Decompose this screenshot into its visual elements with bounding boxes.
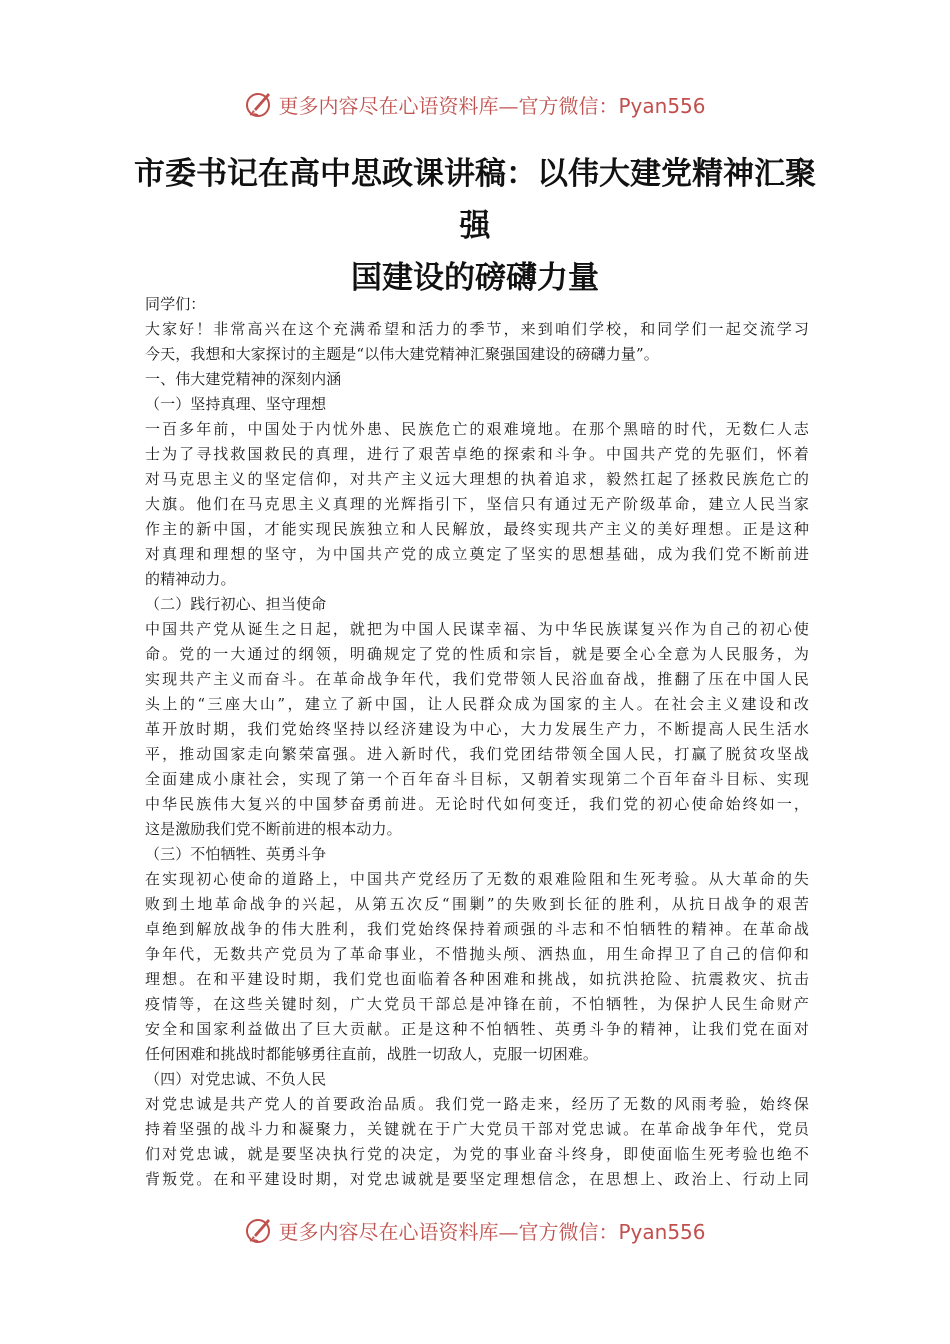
body-line: 对真理和理想的坚守，为中国共产党的成立奠定了坚实的思想基础，成为我们党不断前进 (145, 545, 809, 563)
body-line: 对马克思主义的坚定信仰，对共产主义远大理想的执着追求，毅然扛起了拯救民族危亡的 (145, 470, 809, 488)
body-line: 争年代，无数共产党员为了革命事业，不惜抛头颅、洒热血，用生命捍卫了自己的信仰和 (145, 945, 809, 963)
title-line: 市委书记在高中思政课讲稿：以伟大建党精神汇聚强 (134, 156, 816, 244)
wechat-id: Pyan556 (618, 1219, 706, 1244)
body-line: 们对党忠诚，就是要坚决执行党的决定，为党的事业奋斗终身，即使面临生死考验也绝不 (145, 1145, 809, 1163)
body-line: 头上的“三座大山”，建立了新中国，让人民群众成为国家的主人。在社会主义建设和改 (145, 695, 809, 713)
body-line: 平，推动国家走向繁荣富强。进入新时代，我们党团结带领全国人民，打赢了脱贫攻坚战 (145, 745, 809, 763)
body-line: （二）践行初心、担当使命 (145, 595, 327, 613)
body-line: 疫情等，在这些关键时刻，广大党员干部总是冲锋在前，不怕牺牲，为保护人民生命财产 (145, 995, 809, 1013)
wechat-id: Pyan556 (618, 93, 706, 118)
body-line: 实现共产主义而奋斗。在革命战争年代，我们党带领人民浴血奋战，推翻了压在中国人民 (145, 670, 809, 688)
body-line: 革开放时期，我们党始终坚持以经济建设为中心，大力发展生产力，不断提高人民生活水 (145, 720, 809, 738)
body-line: 背叛党。在和平建设时期，对党忠诚就是要坚定理想信念，在思想上、政治上、行动上同 (145, 1170, 809, 1188)
body-line: 理想。在和平建设时期，我们党也面临着各种困难和挑战，如抗洪抢险、抗震救灾、抗击 (145, 970, 809, 988)
document-title (120, 148, 830, 304)
body-line: （一）坚持真理、坚守理想 (145, 395, 327, 413)
header-banner (0, 84, 950, 124)
document-body (145, 292, 809, 1192)
quill-pen-logo-icon (244, 1215, 274, 1245)
body-line: 中国共产党从诞生之日起，就把为中国人民谋幸福、为中华民族谋复兴作为自己的初心使 (145, 620, 809, 638)
body-line: 卓绝到解放战争的伟大胜利，我们党始终保持着顽强的斗志和不怕牺牲的精神。在革命战 (145, 920, 809, 938)
body-line: 持着坚强的战斗力和凝聚力，关键就在于广大党员干部对党忠诚。在革命战争年代，党员 (145, 1120, 809, 1138)
body-line: 这是激励我们党不断前进的根本动力。 (145, 820, 402, 838)
body-line: 一百多年前，中国处于内忧外患、民族危亡的艰难境地。在那个黑暗的时代，无数仁人志 (145, 420, 809, 438)
body-line: 大家好！非常高兴在这个充满希望和活力的季节，来到咱们学校，和同学们一起交流学习 (145, 320, 809, 338)
body-line: 作主的新中国，才能实现民族独立和人民解放，最终实现共产主义的美好理想。正是这种 (145, 520, 809, 538)
title-line: 国建设的磅礴力量 (351, 260, 599, 296)
body-line: 中华民族伟大复兴的中国梦奋勇前进。无论时代如何变迁，我们党的初心使命始终如一， (145, 795, 809, 813)
body-line: 今天，我想和大家探讨的主题是“以伟大建党精神汇聚强国建设的磅礴力量”。 (145, 345, 659, 363)
body-line: 败到土地革命战争的兴起，从第五次反“围剿”的失败到长征的胜利，从抗日战争的艰苦 (145, 895, 809, 913)
footer-banner (0, 1210, 950, 1250)
body-line: 士为了寻找救国救民的真理，进行了艰苦卓绝的探索和斗争。中国共产党的先驱们，怀着 (145, 445, 809, 463)
body-line: 任何困难和挑战时都能够勇往直前，战胜一切敌人，克服一切困难。 (145, 1045, 599, 1063)
body-line: （三）不怕牺牲、英勇斗争 (145, 845, 327, 863)
body-line: 在实现初心使命的道路上，中国共产党经历了无数的艰难险阻和生死考验。从大革命的失 (145, 870, 809, 888)
body-line: 对党忠诚是共产党人的首要政治品质。我们党一路走来，经历了无数的风雨考验，始终保 (145, 1095, 809, 1113)
body-line: 命。党的一大通过的纲领，明确规定了党的性质和宗旨，就是要全心全意为人民服务，为 (145, 645, 809, 663)
body-line: 的精神动力。 (145, 570, 236, 588)
body-line: 一、伟大建党精神的深刻内涵 (145, 370, 342, 388)
banner-text: 更多内容尽在心语资料库—官方微信：Pyan556 (278, 93, 706, 118)
body-line: 大旗。他们在马克思主义真理的光辉指引下，坚信只有通过无产阶级革命，建立人民当家 (145, 495, 809, 513)
body-line: 安全和国家利益做出了巨大贡献。正是这种不怕牺牲、英勇斗争的精神，让我们党在面对 (145, 1020, 809, 1038)
body-line: 同学们： (145, 295, 206, 313)
body-line: （四）对党忠诚、不负人民 (145, 1070, 327, 1088)
quill-pen-logo-icon (244, 89, 274, 119)
banner-text: 更多内容尽在心语资料库—官方微信：Pyan556 (278, 1219, 706, 1244)
body-line: 全面建成小康社会，实现了第一个百年奋斗目标，又朝着实现第二个百年奋斗目标、实现 (145, 770, 809, 788)
